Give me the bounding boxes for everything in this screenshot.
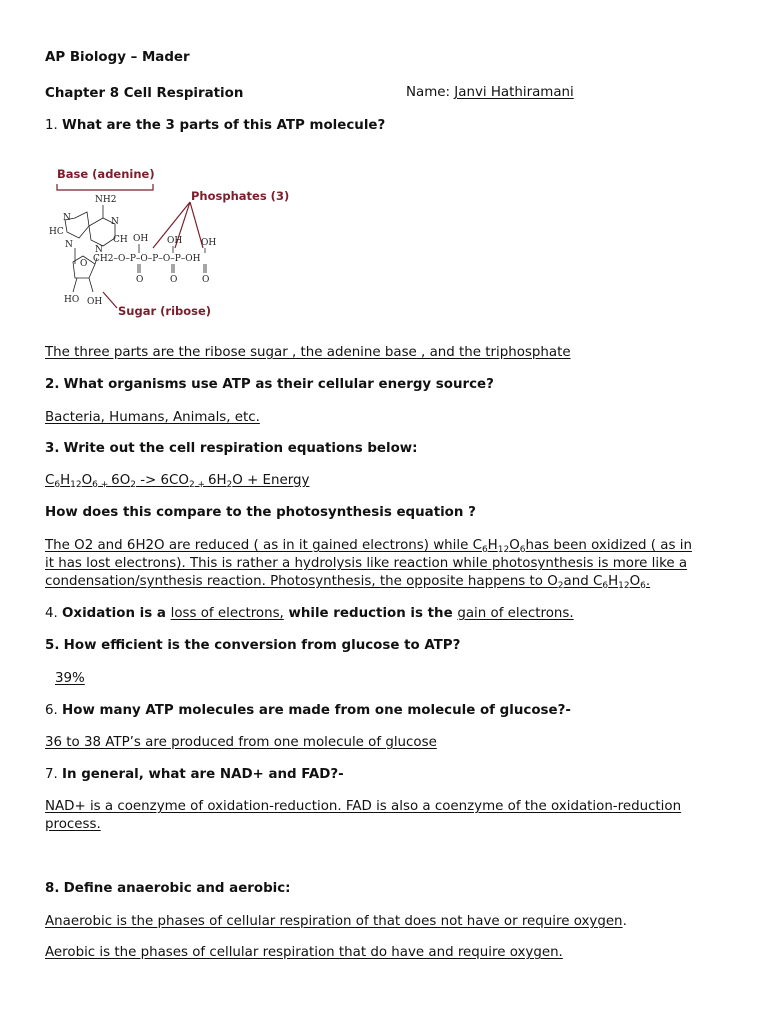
svg-text:CH2–O–P–O–P–O–P–OH: CH2–O–P–O–P–O–P–OH (93, 254, 201, 264)
svg-text:OH: OH (167, 236, 183, 246)
question-6: 6. How many ATP molecules are made from one molecule of glucose?- (45, 703, 571, 718)
svg-text:OH: OH (87, 297, 103, 307)
svg-text:OH: OH (201, 238, 217, 248)
chapter-title: Chapter 8 Cell Respiration (45, 86, 244, 101)
base-bracket (57, 184, 153, 190)
phosphates-label: Phosphates (3) (191, 189, 290, 203)
svg-text:NH2: NH2 (95, 195, 117, 205)
svg-text:O: O (202, 275, 210, 285)
question-3: 3. Write out the cell respiration equations below: (45, 441, 418, 456)
respiration-equation: $C_6H_{12}O_6$ $_+$ $6O_2 -> 6CO_2$ $_+$ $6H_2O$ + Energy (45, 473, 310, 490)
atp-molecule-diagram (45, 160, 305, 325)
name-line (406, 84, 574, 102)
base-label: Base (adenine) (57, 167, 155, 181)
svg-text:N: N (63, 213, 71, 223)
q5-answer: 39% (55, 671, 85, 686)
svg-text:N: N (65, 240, 73, 250)
svg-text:O: O (136, 275, 144, 285)
q7-answer: NAD+ is a coenzyme of oxidation-reduction. FAD is also a coenzyme of the oxidation-reduction process. (45, 799, 682, 832)
q2-answer: Bacteria, Humans, Animals, etc. (45, 410, 260, 425)
svg-text:O: O (170, 275, 178, 285)
course-title: AP Biology – Mader (45, 50, 190, 65)
svg-text:CH: CH (113, 235, 128, 245)
sugar-pointer (103, 292, 117, 308)
compare-question: How does this compare to the photosynthesis equation ? (45, 505, 476, 520)
svg-text:N: N (95, 245, 103, 255)
anaerobic-definition: Anaerobic is the phases of cellular respiration of that does not have or require oxygen. (45, 914, 627, 929)
question-7: 7. In general, what are NAD+ and FAD?- (45, 767, 344, 782)
compare-answer: The O2 and 6H2O are reduced ( as in it gained electrons) while $C_6H_{12}O_6has$ been oxidized ( as in it has lost electrons). This is rather a hydrolysis like reaction while photosynthesis is more like a condensation/synthesis reaction. Photosynthesis, the opposite happens to $O_2and$ $C_6H_{12}O_6$. (45, 538, 692, 591)
sugar-label: Sugar (ribose) (118, 304, 212, 318)
q1-answer: The three parts are the ribose sugar , the adenine base , and the triphosphate (45, 345, 571, 360)
question-5: 5. How efficient is the conversion from glucose to ATP? (45, 638, 461, 653)
svg-text:HO: HO (64, 295, 80, 305)
question-1 (45, 117, 385, 135)
svg-text:HC: HC (49, 227, 64, 237)
question-number: 1. (45, 118, 58, 133)
question-4: 4. Oxidation is a loss of electrons, while reduction is the gain of electrons. (45, 606, 574, 621)
svg-text:OH: OH (133, 234, 149, 244)
aerobic-definition: Aerobic is the phases of cellular respiration that do have and require oxygen. (45, 945, 563, 960)
svg-text:N: N (111, 217, 119, 227)
svg-text:O: O (80, 259, 88, 269)
q6-answer: 36 to 38 ATP’s are produced from one molecule of glucose (45, 735, 437, 750)
name-label: Name: (406, 85, 451, 100)
question-text: What are the 3 parts of this ATP molecule? (62, 118, 386, 133)
question-8: 8. Define anaerobic and aerobic: (45, 881, 291, 896)
question-2: 2. What organisms use ATP as their cellular energy source? (45, 377, 494, 392)
name-value: Janvi Hathiramani (454, 85, 574, 100)
